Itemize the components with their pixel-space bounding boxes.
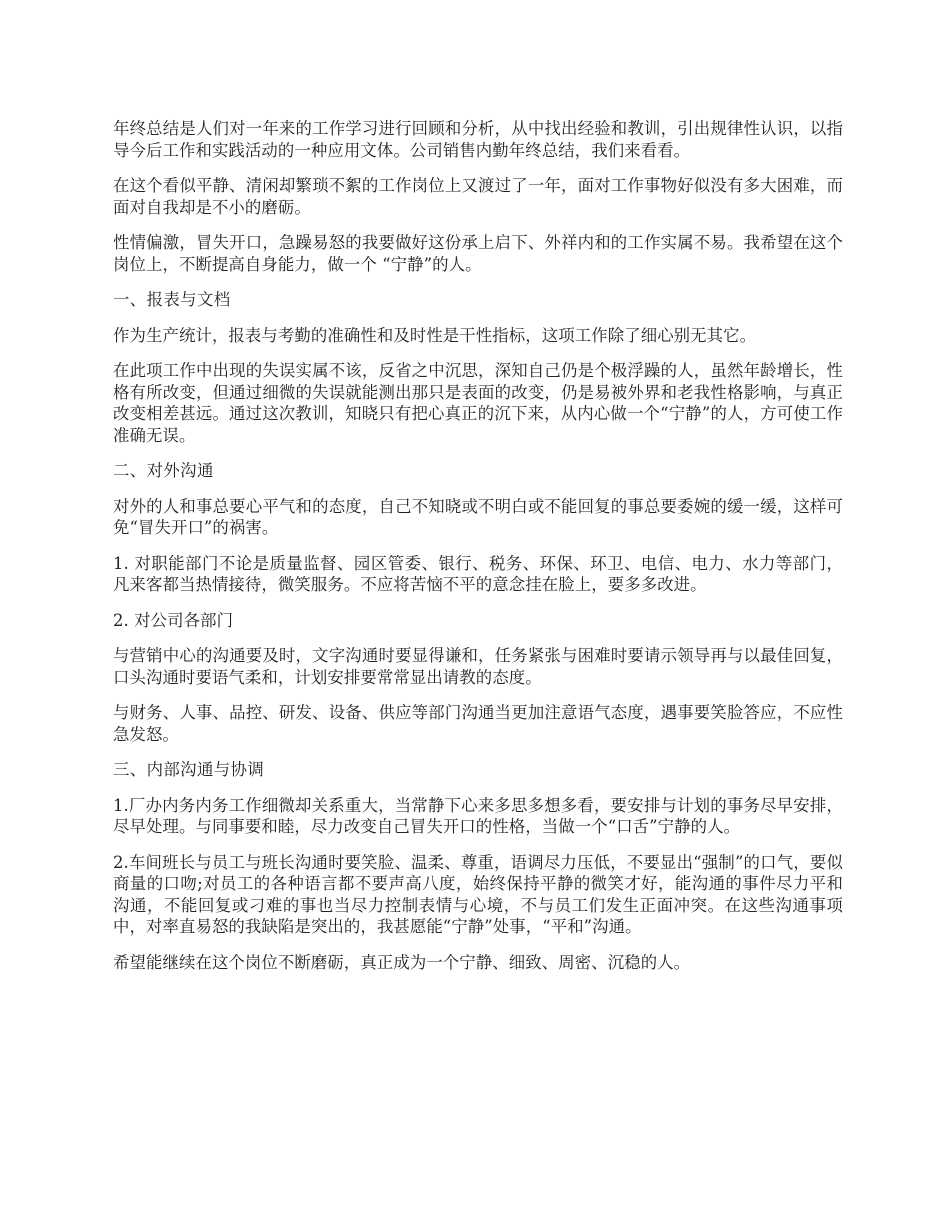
closing-paragraph: 希望能继续在这个岗位不断磨砺，真正成为一个宁静、细致、周密、沉稳的人。 (113, 952, 691, 972)
paragraph-temperament: 性情偏激，冒失开口，急躁易怒的我要做好这份承上启下、外祥内和的工作实属不易。我希望在这个岗位上，不断提高自身能力，做一个 “宁静”的人。 (113, 233, 843, 274)
paragraph-statistics: 作为生产统计，报表与考勤的准确性和及时性是干性指标，这项工作除了细心别无其它。 (113, 325, 757, 345)
paragraph-other-departments: 与财务、人事、品控、研发、设备、供应等部门沟通当更加注意语气态度，遇事要笑脸答应，不应性急发怒。 (113, 703, 843, 744)
list-item-functional-departments: 1. 对职能部门不论是质量监督、园区管委、银行、税务、环保、环卫、电信、电力、水力等部门，凡来客都当热情接待，微笑服务。不应将苦恼不平的意念挂在脸上，要多多改进。 (113, 553, 843, 594)
intro-paragraph: 年终总结是人们对一年来的工作学习进行回顾和分析，从中找出经验和教训，引出规律性认识，以指导今后工作和实践活动的一种应用文体。公司销售内勤年终总结，我们来看看。 (113, 119, 843, 160)
list-item-workshop: 2.车间班长与员工与班长沟通时要笑脸、温柔、尊重，语调尽力压低，不要显出“强制”的口气，要似商量的口吻;对员工的各种语言都不要声高八度，始终保持平静的微笑才好，能沟通的事件尽力平和沟通，不能回复或刁难的事也当尽力控制表情与心境，不与员工们发生正面冲突。在这些沟通事项中，对率直易怒的我缺陷是突出的，我甚愿能“宁静”处事，“平和”沟通。 (113, 852, 843, 936)
paragraph-work-position: 在这个看似平静、清闲却繁琐不絮的工作岗位上又渡过了一年，面对工作事物好似没有多大困难，而面对自我却是不小的磨砺。 (113, 176, 843, 217)
section-heading-internal: 三、内部沟通与协调 (113, 760, 265, 779)
paragraph-marketing-center: 与营销中心的沟通要及时，文字沟通时要显得谦和，任务紧张与困难时要请示领导再与以最佳回复，口头沟通时要语气柔和，计划安排要常常显出请教的态度。 (113, 646, 843, 687)
list-item-office-affairs: 1.厂办内务内务工作细微却关系重大，当常静下心来多思多想多看，要安排与计划的事务尽早安排，尽早处理。与同事要和睦，尽力改变自己冒失开口的性格，当做一个“口舌”宁静的人。 (113, 795, 843, 836)
section-heading-reports: 一、报表与文档 (113, 290, 231, 309)
paragraph-reflection: 在此项工作中出现的失误实属不该，反省之中沉思，深知自己仍是个极浮躁的人，虽然年龄增长，性格有所改变，但通过细微的失误就能测出那只是表面的改变，仍是易被外界和老我性格影响，与真正改变相差甚远。通过这次教训，知晓只有把心真正的沉下来，从内心做一个“宁静”的人，方可使工作准确无误。 (113, 361, 843, 445)
document-body (113, 118, 843, 987)
list-item-company-departments: 2. 对公司各部门 (113, 610, 234, 630)
paragraph-external-attitude: 对外的人和事总要心平气和的态度，自己不知晓或不明白或不能回复的事总要委婉的缓一缓，这样可免“冒失开口”的祸害。 (113, 496, 843, 537)
section-heading-external: 二、对外沟通 (113, 461, 214, 480)
